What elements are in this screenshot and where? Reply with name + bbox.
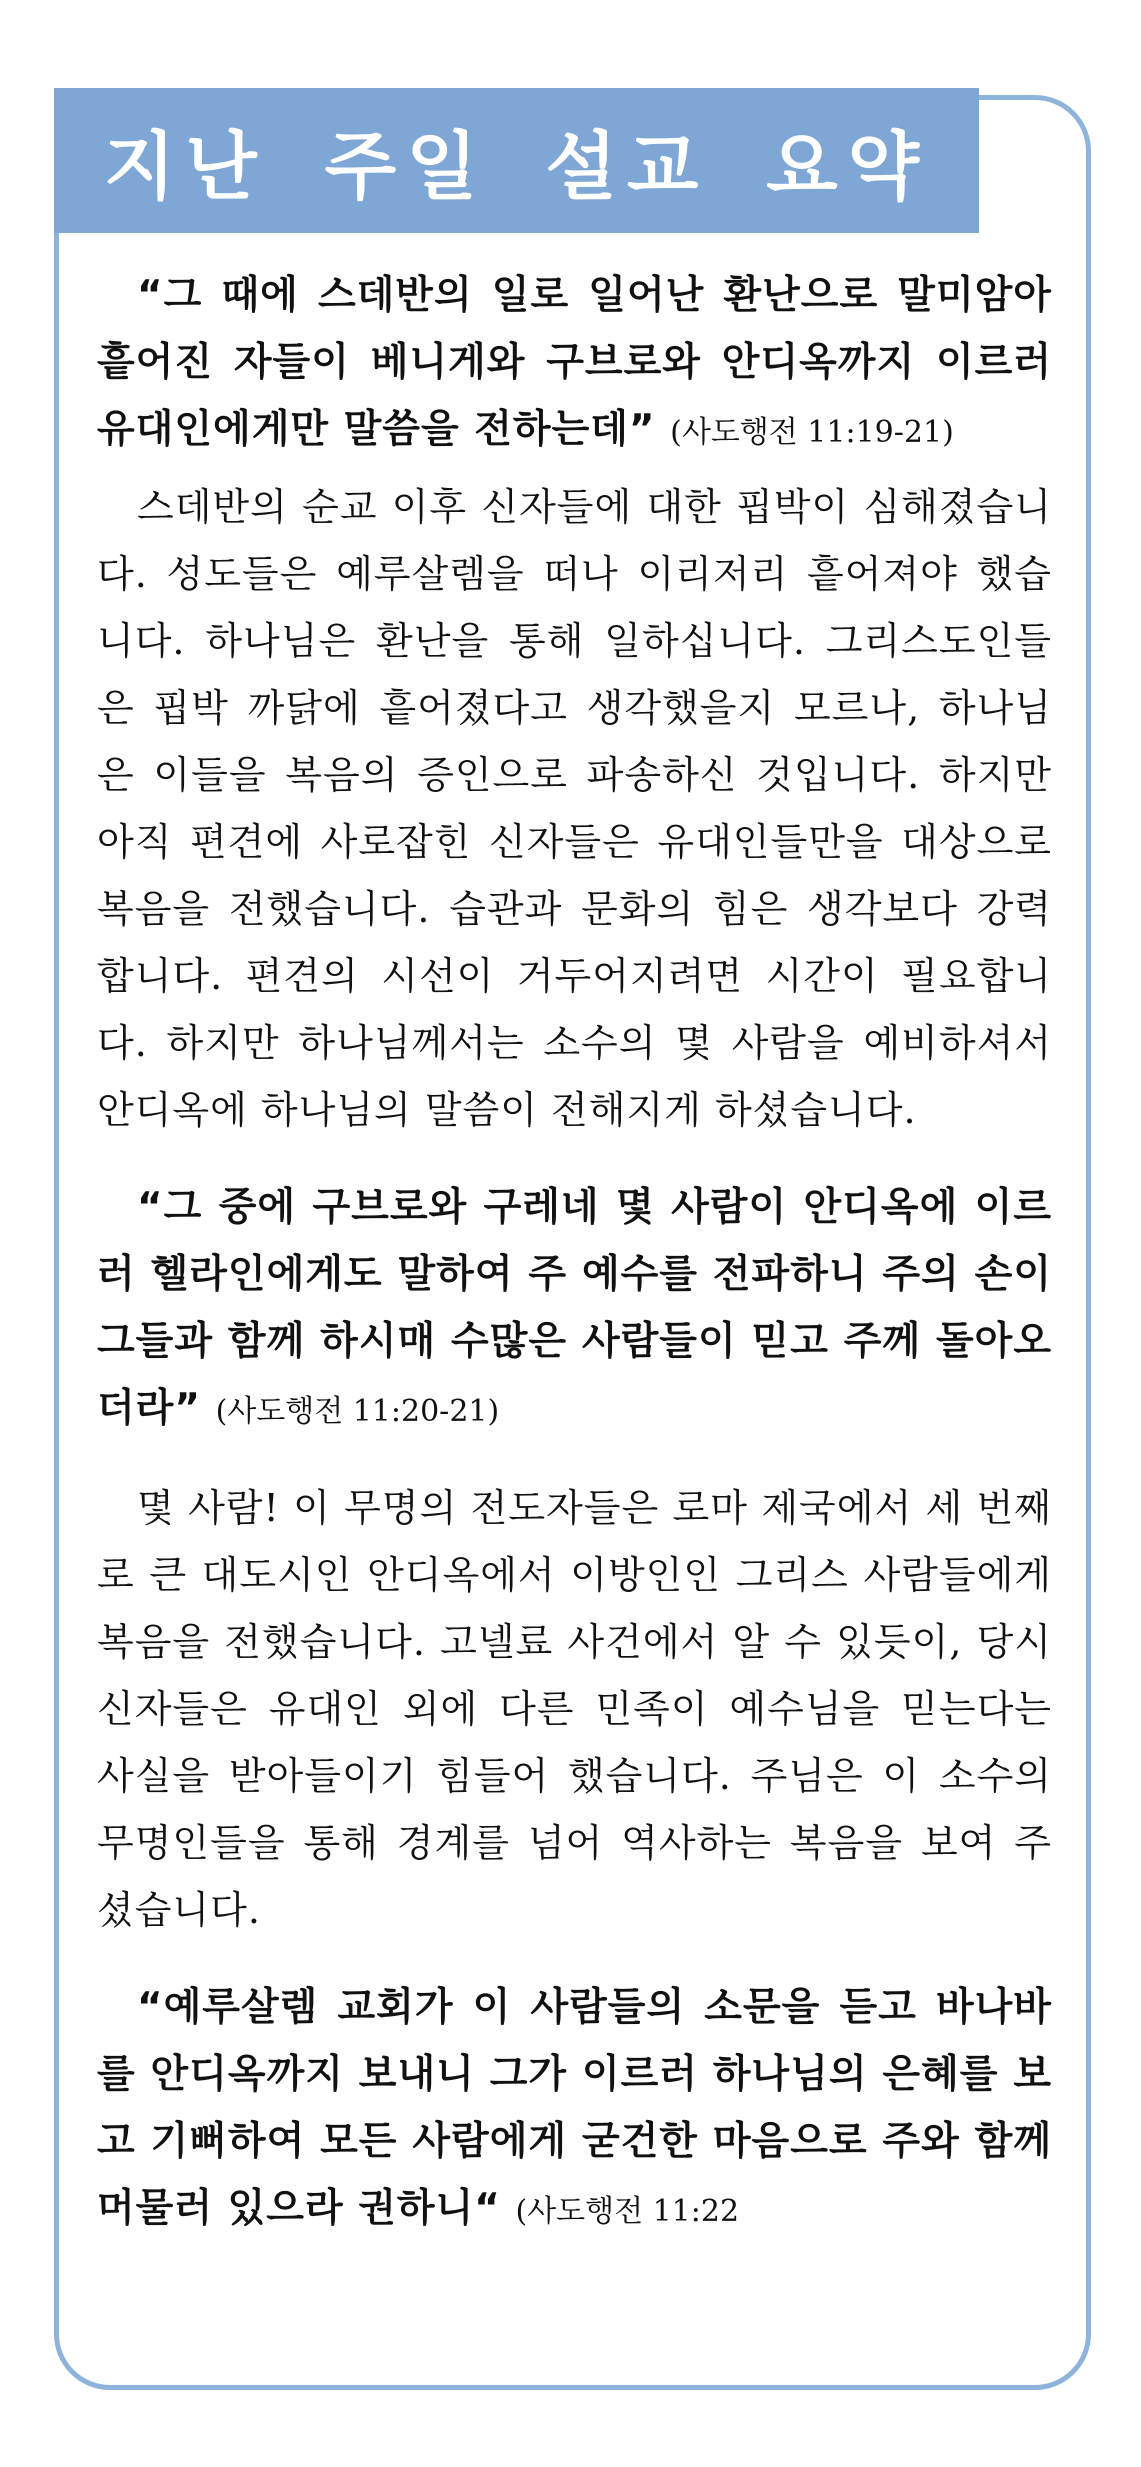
summary-paragraph-1: 스데반의 순교 이후 신자들에 대한 핍박이 심해졌습니다. 성도들은 예루살렘을 떠나 이리저리 흩어져야 했습니다. 하나님은 환난을 통해 일하십니다. 그리스도인들은 핍박 까닭에 흩어졌다고 생각했을지 모르나, 하나님은 이들을 복음의 증인으로 파송하신 것입니다. 하지만 아직 편견에 사로잡힌 신자들은 유대인들만을 대상으로 복음을 전했습니다. 습관과 문화의 힘은 생각보다 강력합니다. 편견의 시선이 거두어지려면 시간이 필요합니다. 하지만 하나님께서는 소수의 몇 사람을 예비하셔서 안디옥에 하나님의 말씀이 전해지게 하셨습니다. (97, 485, 1052, 1132)
spacer (97, 1144, 1052, 1174)
sermon-summary-content (97, 262, 1052, 2245)
scripture-quote-2 (97, 1174, 1052, 1445)
quote-reference: (사도행전 11:19-21) (670, 415, 954, 450)
spacer (97, 1944, 1052, 1974)
summary-paragraph-2: 몇 사람! 이 무명의 전도자들은 로마 제국에서 세 번째로 큰 대도시인 안디옥에서 이방인인 그리스 사람들에게 복음을 전했습니다. 고넬료 사건에서 알 수 있듯이, 당시 신자들은 유대인 외에 다른 민족이 예수님을 믿는다는 사실을 받아들이기 힘들어 했습니다. 주님은 이 소수의 무명인들을 통해 경계를 넘어 역사하는 복음을 보여 주셨습니다. (97, 1486, 1052, 1932)
scripture-quote-3 (97, 1974, 1052, 2245)
title-banner (54, 88, 979, 233)
spacer (97, 1445, 1052, 1475)
quote-text: “그 중에 구브로와 구레네 몇 사람이 안디옥에 이르러 헬라인에게도 말하여 주 예수를 전파하니 주의 손이 그들과 함께 하시매 수많은 사람들이 믿고 주께 돌아오더라” (97, 1185, 1052, 1431)
spacer (97, 466, 1052, 474)
quote-reference: (사도행전 11:20-21) (215, 1394, 500, 1429)
quote-text: “그 때에 스데반의 일로 일어난 환난으로 말미암아 흩어진 자들이 베니게와 구브로와 안디옥까지 이르러 유대인에게만 말씀을 전하는데” (97, 273, 1052, 452)
quote-text: “예루살렘 교회가 이 사람들의 소문을 듣고 바나바를 안디옥까지 보내니 그가 이르러 하나님의 은혜를 보고 기뻐하여 모든 사람에게 굳건한 마음으로 주와 함께 머물러 있으라 권하니“ (97, 1985, 1052, 2231)
page-title: 지난 주일 설교 요약 (103, 123, 930, 210)
quote-reference: (사도행전 11:22 (515, 2194, 740, 2229)
scripture-quote-1 (97, 262, 1052, 466)
